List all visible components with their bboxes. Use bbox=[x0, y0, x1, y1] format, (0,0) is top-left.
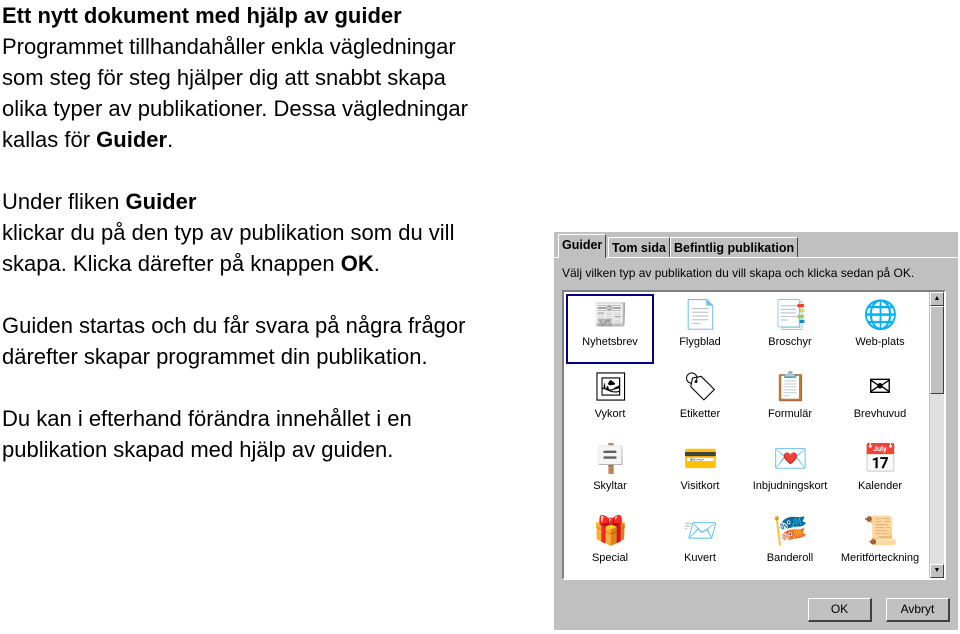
publication-item[interactable] bbox=[836, 438, 924, 508]
cancel-button[interactable]: Avbryt bbox=[886, 598, 950, 622]
para4-line1: Du kan i efterhand förändra innehållet i en bbox=[2, 406, 412, 431]
publication-item-label: Inbjudningskort bbox=[752, 480, 828, 492]
special-icon: 🎁 bbox=[593, 515, 628, 546]
publication-item-label: Kuvert bbox=[684, 552, 716, 564]
publication-type-list[interactable] bbox=[562, 290, 946, 580]
publication-item-label: Kalender bbox=[857, 480, 903, 492]
publication-item[interactable] bbox=[746, 294, 834, 364]
form-icon: 📋 bbox=[773, 371, 808, 402]
publication-item-label: Brevhuvud bbox=[853, 408, 907, 420]
publication-item[interactable] bbox=[656, 366, 744, 436]
scroll-down-button[interactable]: ▼ bbox=[930, 564, 944, 578]
resume-icon: 📜 bbox=[863, 515, 898, 546]
publication-item-label: Vykort bbox=[594, 408, 626, 420]
para1-line2: som steg för steg hjälper dig att snabbt skapa bbox=[2, 65, 446, 90]
publication-item[interactable] bbox=[566, 294, 654, 364]
para3-line1: Guiden startas och du får svara på några frågor bbox=[2, 313, 466, 338]
ok-button[interactable]: OK bbox=[808, 598, 872, 622]
postcard-icon: 🖼 bbox=[593, 371, 629, 402]
brochure-icon: 📑 bbox=[773, 299, 808, 330]
publication-item[interactable] bbox=[746, 366, 834, 436]
publication-item-label: Banderoll bbox=[766, 552, 814, 564]
para1-line4: kallas för Guider. bbox=[2, 127, 174, 152]
para4-line2: publikation skapad med hjälp av guiden. bbox=[2, 437, 394, 462]
label-icon: 🏷 bbox=[683, 371, 719, 402]
flyer-icon: 📄 bbox=[683, 299, 718, 330]
publication-item[interactable] bbox=[836, 510, 924, 580]
para2-line1: Under fliken Guider bbox=[2, 189, 197, 214]
para3-line2: därefter skapar programmet din publikation. bbox=[2, 344, 428, 369]
publication-item-label: Web-plats bbox=[855, 336, 905, 348]
publication-item[interactable] bbox=[656, 294, 744, 364]
tab-guider[interactable]: Guider bbox=[558, 234, 606, 258]
publication-item[interactable] bbox=[746, 510, 834, 580]
publication-item-label: Skyltar bbox=[593, 480, 627, 492]
publication-item[interactable] bbox=[836, 366, 924, 436]
publication-grid bbox=[566, 294, 928, 576]
instruction-text: Välj vilken typ av publikation du vill skapa och klicka sedan på OK. bbox=[562, 266, 915, 280]
publication-item-label: Flygblad bbox=[679, 336, 721, 348]
publication-item-label: Formulär bbox=[767, 408, 812, 420]
business-card-icon: 💳 bbox=[683, 443, 718, 474]
banner-icon: 🎏 bbox=[773, 515, 808, 546]
para2-line2: klickar du på den typ av publikation som du vill bbox=[2, 220, 455, 245]
publication-item-label: Nyhetsbrev bbox=[582, 336, 638, 348]
publication-item-label: Special bbox=[591, 552, 629, 564]
tab-panel-border bbox=[554, 257, 958, 258]
envelope-icon: 📨 bbox=[683, 515, 718, 546]
publication-item[interactable] bbox=[746, 438, 834, 508]
publication-item[interactable] bbox=[656, 438, 744, 508]
document-text bbox=[2, 0, 562, 465]
publication-item[interactable] bbox=[656, 510, 744, 580]
para1-line3: olika typer av publikationer. Dessa vägledningar bbox=[2, 96, 468, 121]
publication-item[interactable] bbox=[836, 294, 924, 364]
vertical-scrollbar[interactable] bbox=[929, 292, 944, 578]
publication-item[interactable] bbox=[566, 438, 654, 508]
letterhead-icon: ✉ bbox=[868, 371, 892, 402]
para2-line3: skapa. Klicka därefter på knappen OK. bbox=[2, 251, 380, 276]
scroll-thumb[interactable] bbox=[930, 306, 944, 394]
publication-item-label: Meritförteckning bbox=[840, 552, 920, 564]
publication-item[interactable] bbox=[566, 366, 654, 436]
scroll-up-button[interactable]: ▲ bbox=[930, 292, 944, 306]
tab-befintlig-publikation[interactable]: Befintlig publikation bbox=[670, 237, 798, 258]
publication-item-label: Etiketter bbox=[679, 408, 721, 420]
newsletter-icon: 📰 bbox=[593, 299, 628, 330]
calendar-icon: 📅 bbox=[863, 443, 898, 474]
publication-item-label: Broschyr bbox=[768, 336, 812, 348]
document-title: Ett nytt dokument med hjälp av guider bbox=[2, 3, 402, 28]
publication-wizard-dialog bbox=[552, 230, 958, 630]
sign-icon: 🪧 bbox=[593, 443, 628, 474]
globe-icon: 🌐 bbox=[863, 299, 898, 330]
tab-tom-sida[interactable]: Tom sida bbox=[608, 237, 670, 258]
publication-item[interactable] bbox=[566, 510, 654, 580]
publication-item-label: Visitkort bbox=[680, 480, 720, 492]
invitation-icon: 💌 bbox=[773, 443, 808, 474]
para1-line1: Programmet tillhandahåller enkla vägledningar bbox=[2, 34, 456, 59]
